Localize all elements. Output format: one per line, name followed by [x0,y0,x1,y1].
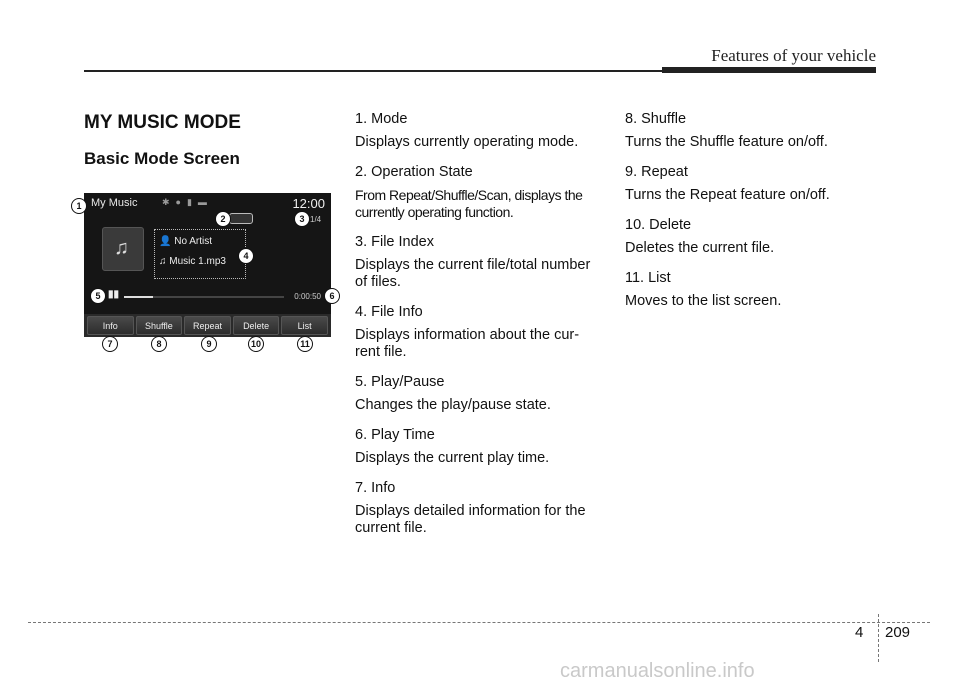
item-title: 2. Operation State [355,164,473,180]
chapter-number: 4 [855,624,864,641]
delete-button: Delete [233,316,280,335]
item-play-pause [355,374,605,414]
section-title: MY MUSIC MODE [84,112,241,133]
operation-state-icon [229,213,253,224]
file-info-box [154,229,246,279]
screen-button-bar [84,314,331,337]
footer-rule [28,622,930,623]
page-number: 209 [885,624,911,641]
item-play-time [355,427,605,467]
description-column-2 [625,111,875,323]
item-repeat [625,164,875,204]
artist-name: No Artist [174,236,213,247]
folder-icon [102,227,144,271]
item-desc: Displays information about the cur- rent file. [355,327,580,360]
description-column-1 [355,111,605,550]
callout-11: 11 [297,336,313,352]
repeat-button: Repeat [184,316,231,335]
item-info [355,480,605,537]
callout-8: 8 [151,336,167,352]
play-time: 0:00:50 [294,292,321,301]
item-delete [625,217,875,257]
callout-7: 7 [102,336,118,352]
item-list [625,270,875,310]
callout-4: 4 [238,248,254,264]
item-title: 5. Play/Pause [355,374,445,390]
list-button: List [281,316,328,335]
item-mode [355,111,605,151]
item-desc: Displays detailed information for the current file. [355,503,586,536]
person-icon: 👤 [159,236,172,247]
item-title: 9. Repeat [625,164,688,180]
item-desc: Turns the Repeat feature on/off. [625,187,830,203]
callout-1: 1 [71,198,87,214]
screen-clock: 12:00 [292,196,325,211]
item-file-info [355,304,605,361]
callout-10: 10 [248,336,264,352]
item-operation-state [355,164,605,221]
item-title: 7. Info [355,480,396,496]
file-name: Music 1.mp3 [169,256,226,267]
header-rule-thick [662,67,876,73]
header-rule [84,70,662,72]
file-index: 1/4 [310,215,322,224]
item-shuffle [625,111,875,151]
item-title: 4. File Info [355,304,423,320]
callout-6: 6 [324,288,340,304]
status-icons: ✱●▮▬ [162,197,213,207]
screen-mode-title: My Music [91,197,138,209]
artist-row [159,236,212,247]
item-title: 3. File Index [355,234,434,250]
item-desc: Displays the current file/total number of files. [355,257,591,290]
item-title: 8. Shuffle [625,111,687,127]
shuffle-button: Shuffle [136,316,183,335]
item-desc: Displays the current play time. [355,450,550,466]
item-title: 1. Mode [355,111,408,127]
item-desc: Moves to the list screen. [625,293,782,309]
play-pause-icon: ▮▮ [108,289,120,300]
item-desc: Displays currently operating mode. [355,134,579,150]
progress-bar [124,296,153,298]
page-number-divider [878,614,879,662]
file-row [159,256,226,267]
running-header: Features of your vehicle [711,46,876,65]
item-desc: Changes the play/pause state. [355,397,551,413]
item-title: 10. Delete [625,217,692,233]
music-note-icon: ♫ [114,237,129,259]
callout-2: 2 [215,211,231,227]
watermark: carmanualsonline.info [560,660,755,682]
section-subtitle: Basic Mode Screen [84,149,240,168]
item-file-index [355,234,605,291]
callout-5: 5 [90,288,106,304]
item-title: 6. Play Time [355,427,435,443]
callout-3: 3 [294,211,310,227]
item-desc: Deletes the current file. [625,240,775,256]
music-note-icon: ♫ [159,256,167,267]
callout-9: 9 [201,336,217,352]
item-desc: From Repeat/Shuffle/Scan, displays the currently operating function. [355,187,583,220]
info-button: Info [87,316,134,335]
item-desc: Turns the Shuffle feature on/off. [625,134,828,150]
item-title: 11. List [625,270,671,286]
